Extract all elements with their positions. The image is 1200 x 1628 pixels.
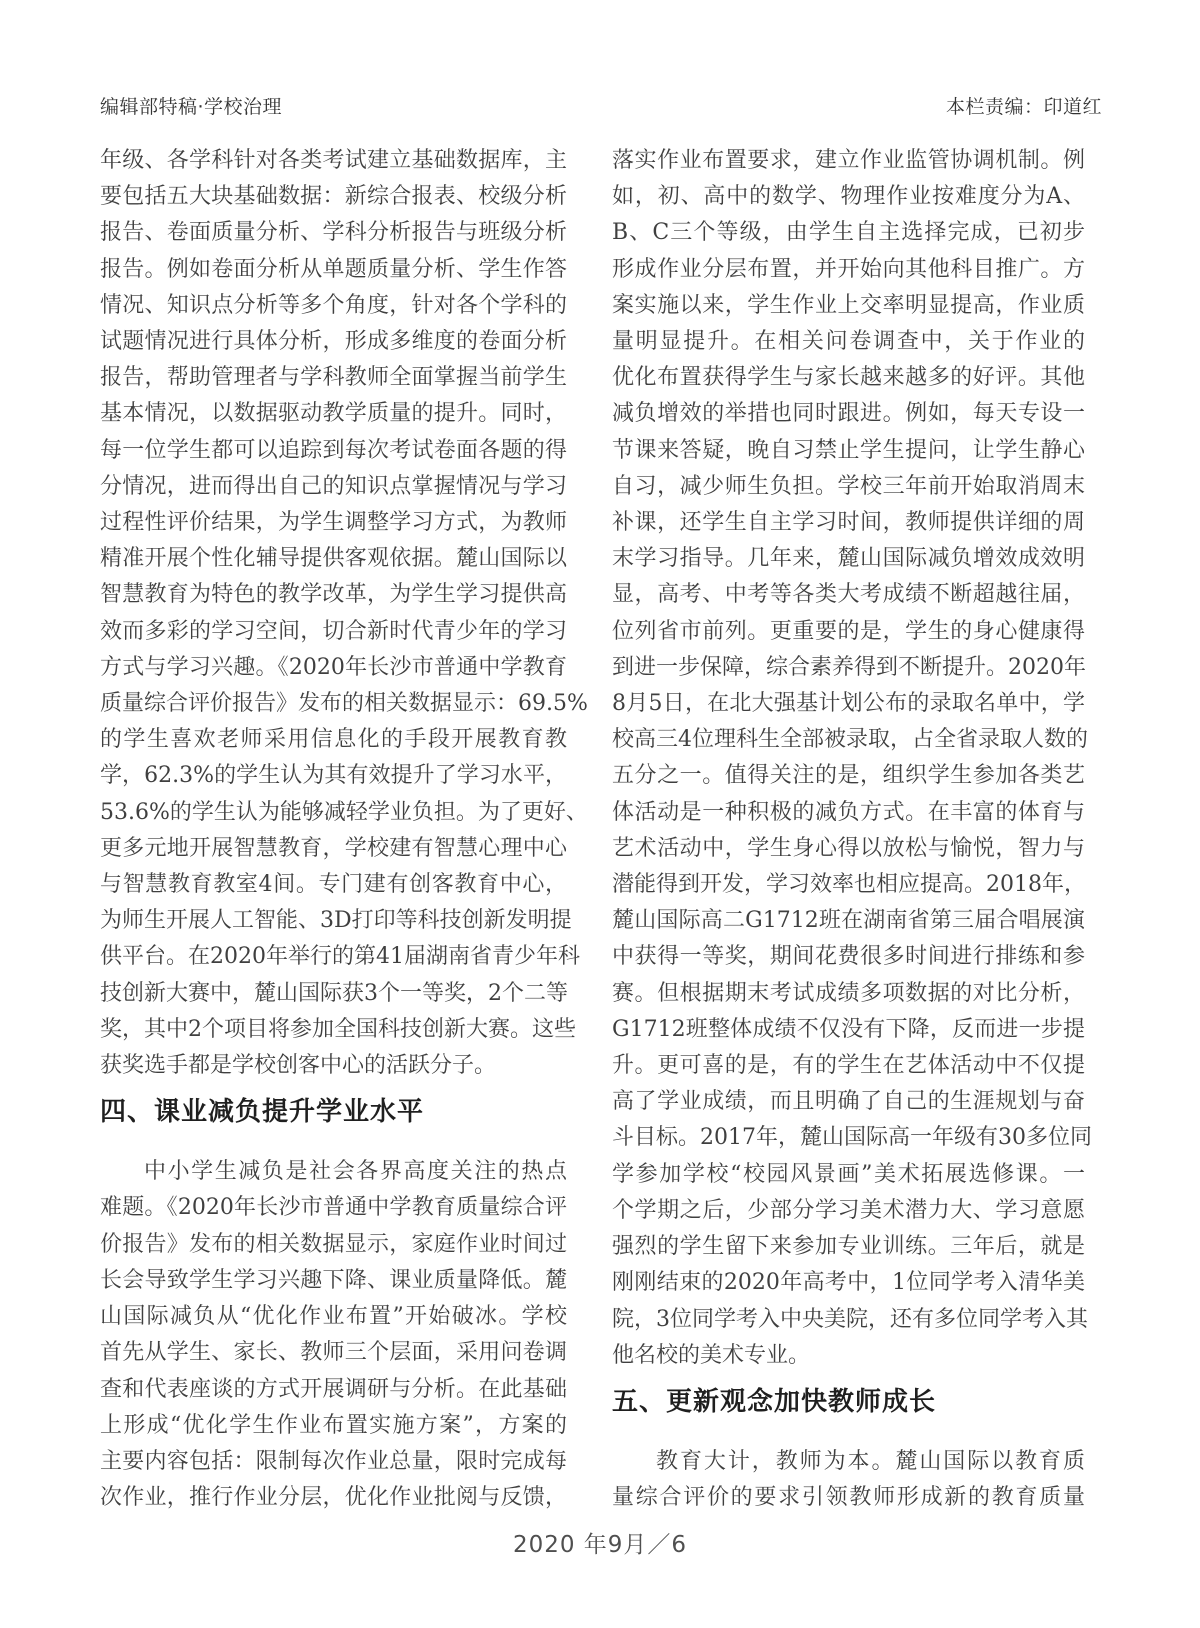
text-line: 的学生喜欢老师采用信息化的手段开展教育教 xyxy=(100,727,567,753)
text-line: 补课，还学生自主学习时间，教师提供详细的周 xyxy=(612,510,1085,536)
text-line: 首先从学生、家长、教师三个层面，采用问卷调 xyxy=(100,1340,567,1366)
text-line: 末学习指导。几年来，麓山国际减负增效成效明 xyxy=(612,546,1085,572)
article-column-left xyxy=(100,143,588,1516)
text-line: 53.6%的学生认为能够减轻学业负担。为了更好、 xyxy=(100,799,588,825)
header-section-label: 编辑部特稿·学校治理 xyxy=(100,96,283,118)
text-line: 艺术活动中，学生身心得以放松与愉悦，智力与 xyxy=(612,835,1085,861)
text-line: 个学期之后，少部分学习美术潜力大、学习意愿 xyxy=(612,1197,1085,1223)
header-editor-label: 本栏责编：印道红 xyxy=(945,96,1102,118)
text-line: G1712班整体成绩不仅没有下降，反而进一步提 xyxy=(612,1016,1085,1042)
text-line: 主要内容包括：限制每次作业总量，限时完成每 xyxy=(100,1448,567,1474)
text-line: 难题。《2020年长沙市普通中学教育质量综合评 xyxy=(100,1195,567,1221)
text-line: 方式与学习兴趣。《2020年长沙市普通中学教育 xyxy=(100,654,567,680)
text-line: B、C三个等级，由学生自主选择完成，已初步 xyxy=(612,220,1085,246)
text-line: 山国际减负从“优化作业布置”开始破冰。学校 xyxy=(100,1304,567,1330)
text-line: 落实作业布置要求，建立作业监管协调机制。例 xyxy=(612,148,1085,173)
text-line: 质量综合评价报告》发布的相关数据显示：69.5% xyxy=(100,691,588,717)
text-line: 高了学业成绩，而且明确了自己的生涯规划与奋 xyxy=(612,1089,1085,1115)
text-line: 价报告》发布的相关数据显示，家庭作业时间过 xyxy=(100,1231,567,1257)
text-line: 情况、知识点分析等多个角度，针对各个学科的 xyxy=(100,292,567,318)
text-line: 强烈的学生留下来参加专业训练。三年后，就是 xyxy=(612,1234,1085,1260)
text-line: 8月5日，在北大强基计划公布的录取名单中，学 xyxy=(612,691,1085,717)
text-line: 每一位学生都可以追踪到每次考试卷面各题的得 xyxy=(100,437,567,463)
text-line: 学参加学校“校园风景画”美术拓展选修课。一 xyxy=(612,1161,1085,1187)
text-line: 试题情况进行具体分析，形成多维度的卷面分析 xyxy=(100,329,567,355)
text-line: 要包括五大块基础数据：新综合报表、校级分析 xyxy=(100,184,567,210)
section-heading-4: 四、课业减负提升学业水平 xyxy=(100,1097,425,1128)
text-line: 五分之一。值得关注的是，组织学生参加各类艺 xyxy=(612,763,1085,789)
text-line: 校高三4位理科生全部被录取，占全省录取人数的 xyxy=(612,727,1088,753)
page-footer xyxy=(0,1526,1200,1559)
page-number: 2020 年9月／6 xyxy=(512,1532,688,1558)
text-line: 量明显提升。在相关问卷调查中，关于作业的 xyxy=(612,329,1085,355)
text-line: 中获得一等奖，期间花费很多时间进行排练和参 xyxy=(612,944,1085,970)
text-line: 案实施以来，学生作业上交率明显提高，作业质 xyxy=(612,292,1085,318)
text-line: 查和代表座谈的方式开展调研与分析。在此基础 xyxy=(100,1376,567,1402)
text-line: 奖，其中2个项目将参加全国科技创新大赛。这些 xyxy=(100,1016,576,1042)
text-line: 院，3位同学考入中央美院，还有多位同学考入其 xyxy=(612,1306,1088,1332)
text-line: 报告，帮助管理者与学科教师全面掌握当前学生 xyxy=(100,365,567,391)
paragraph xyxy=(100,143,588,1084)
text-line: 赛。但根据期末考试成绩多项数据的对比分析， xyxy=(612,980,1085,1006)
text-line: 智慧教育为特色的教学改革，为学生学习提供高 xyxy=(100,582,567,608)
text-line: 为师生开展人工智能、3D打印等科技创新发明提 xyxy=(100,908,572,934)
text-line: 更多元地开展智慧教育，学校建有智慧心理中心 xyxy=(100,835,567,861)
text-line: 到进一步保障，综合素养得到不断提升。2020年 xyxy=(612,654,1086,680)
paragraph xyxy=(612,1444,1085,1516)
text-line: 形成作业分层布置，并开始向其他科目推广。方 xyxy=(612,256,1085,282)
page-header xyxy=(100,92,1102,119)
text-line: 减负增效的举措也同时跟进。例如，每天专设一 xyxy=(612,401,1085,427)
text-line: 精准开展个性化辅导提供客观依据。麓山国际以 xyxy=(100,546,567,572)
text-line: 报告。例如卷面分析从单题质量分析、学生作答 xyxy=(100,256,567,282)
text-line: 分情况，进而得出自己的知识点掌握情况与学习 xyxy=(100,473,567,499)
text-line: 基本情况，以数据驱动教学质量的提升。同时， xyxy=(100,401,567,427)
text-line: 年级、各学科针对各类考试建立基础数据库，主 xyxy=(100,148,567,173)
text-line: 量综合评价的要求引领教师形成新的教育质量 xyxy=(612,1485,1085,1511)
text-line: 效而多彩的学习空间，切合新时代青少年的学习 xyxy=(100,618,567,644)
text-line: 潜能得到开发，学习效率也相应提高。2018年， xyxy=(612,872,1086,898)
text-line: 长会导致学生学习兴趣下降、课业质量降低。麓 xyxy=(100,1267,567,1293)
text-line: 报告、卷面质量分析、学科分析报告与班级分析 xyxy=(100,220,567,246)
text-line: 位列省市前列。更重要的是，学生的身心健康得 xyxy=(612,618,1085,644)
text-line: 供平台。在2020年举行的第41届湖南省青少年科 xyxy=(100,944,580,970)
text-line: 过程性评价结果，为学生调整学习方式，为教师 xyxy=(100,510,567,536)
paragraph xyxy=(100,1154,567,1516)
section-heading-5: 五、更新观念加快教师成长 xyxy=(612,1386,937,1417)
text-line: 优化布置获得学生与家长越来越多的好评。其他 xyxy=(612,365,1085,391)
text-line: 升。更可喜的是，有的学生在艺体活动中不仅提 xyxy=(612,1053,1085,1079)
text-line: 自习，减少师生负担。学校三年前开始取消周末 xyxy=(612,473,1085,499)
text-line: 上形成“优化学生作业布置实施方案”，方案的 xyxy=(100,1412,567,1438)
text-line: 节课来答疑，晚自习禁止学生提问，让学生静心 xyxy=(612,437,1085,463)
text-line: 他名校的美术专业。 xyxy=(612,1342,811,1368)
text-line: 次作业，推行作业分层，优化作业批阅与反馈， xyxy=(100,1485,567,1511)
text-line: 学，62.3%的学生认为其有效提升了学习水平， xyxy=(100,763,567,789)
text-line: 麓山国际高二G1712班在湖南省第三届合唱展演 xyxy=(612,908,1085,934)
text-line: 获奖选手都是学校创客中心的活跃分子。 xyxy=(100,1053,497,1079)
text-line: 体活动是一种积极的减负方式。在丰富的体育与 xyxy=(612,799,1085,825)
paragraph xyxy=(612,143,1092,1374)
text-line: 斗目标。2017年，麓山国际高一年级有30多位同 xyxy=(612,1125,1092,1151)
text-line: 刚刚结束的2020年高考中，1位同学考入清华美 xyxy=(612,1270,1085,1296)
text-line: 中小学生减负是社会各界高度关注的热点 xyxy=(144,1159,567,1185)
text-line: 教育大计，教师为本。麓山国际以教育质 xyxy=(656,1448,1085,1474)
text-line: 技创新大赛中，麓山国际获3个一等奖，2个二等 xyxy=(100,980,568,1006)
article-column-right xyxy=(612,143,1092,1516)
text-line: 如，初、高中的数学、物理作业按难度分为A、 xyxy=(612,184,1085,210)
text-line: 显，高考、中考等各类大考成绩不断超越往届， xyxy=(612,582,1085,608)
text-line: 与智慧教育教室4间。专门建有创客教育中心， xyxy=(100,872,567,898)
